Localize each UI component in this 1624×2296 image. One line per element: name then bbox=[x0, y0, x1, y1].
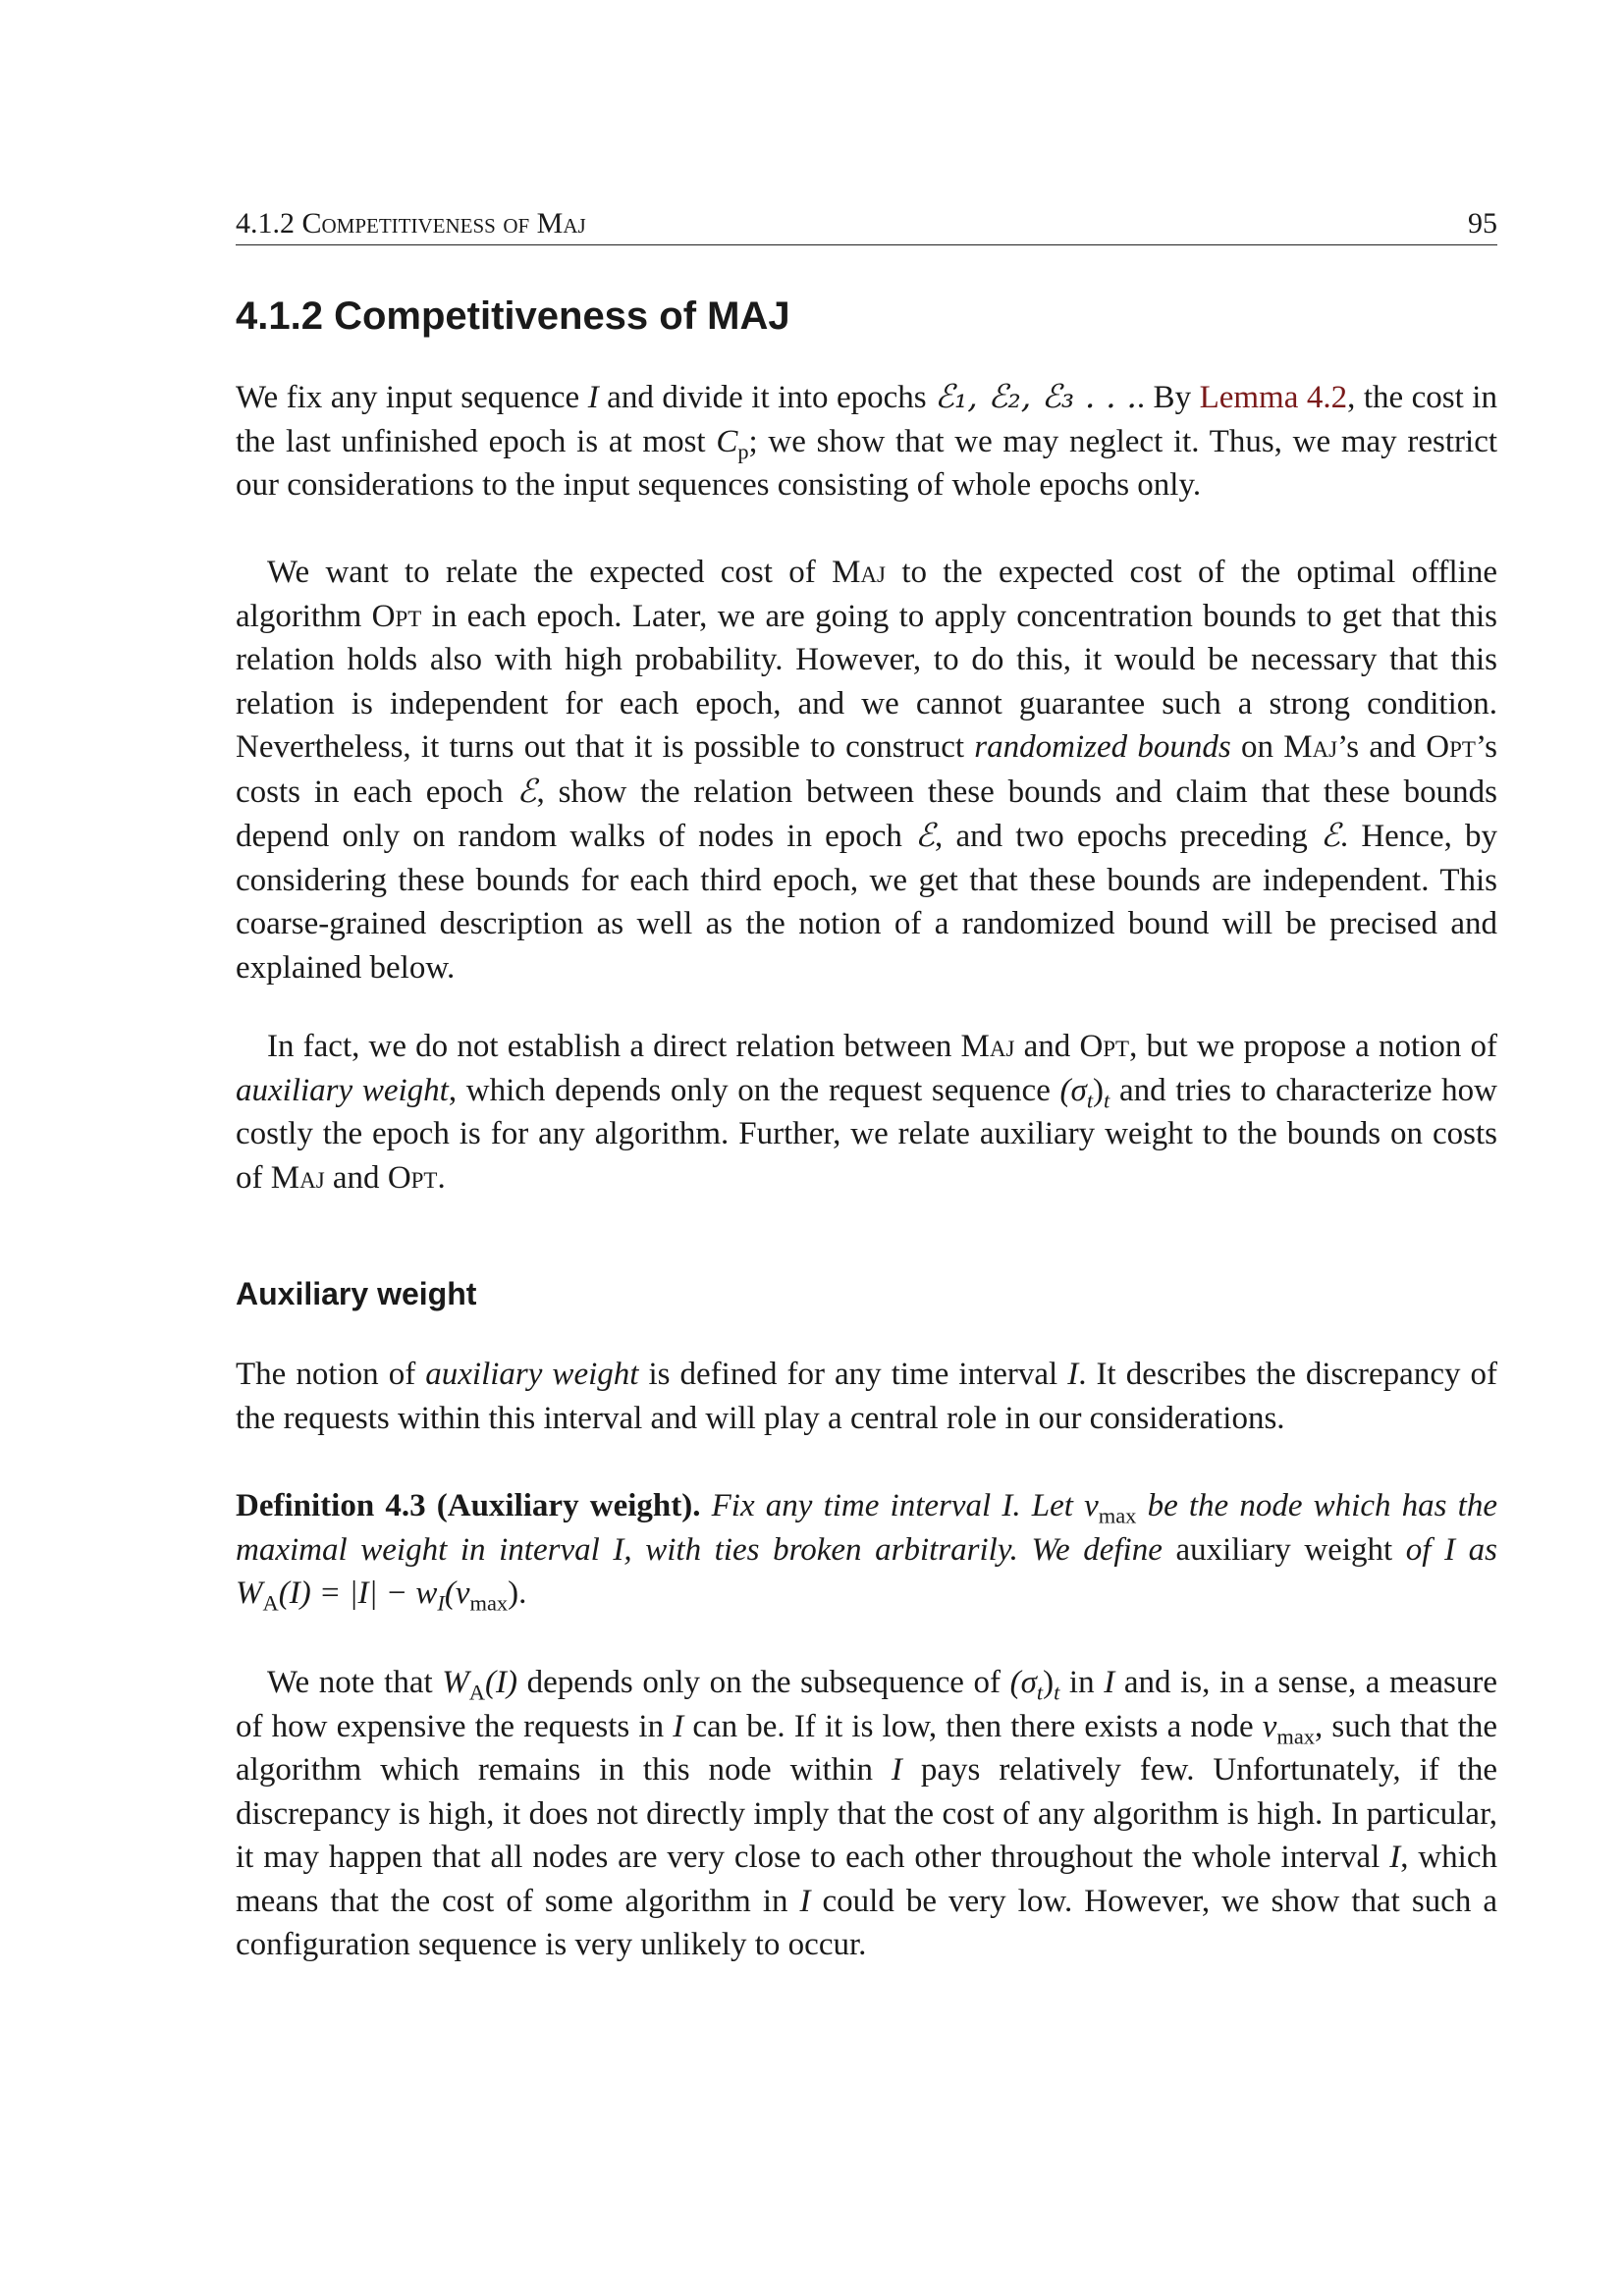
paragraph-3: In fact, we do not establish a direct relation between Maj and Opt, but we propose a notion of auxiliary weight, which depends only on the request sequence $(\sigma_t)_t$ and tries to characterize how costly the epoch is for any algorithm. Further, we relate auxiliary weight to the bounds on costs of Maj and Opt. bbox=[236, 1029, 1498, 1196]
lemma-link[interactable]: Lemma 4.2 bbox=[1199, 380, 1348, 415]
paragraph-1: We fix any input sequence I and divide it into epochs ℰ₁, ℰ₂, ℰ₃ . . .. By Lemma 4.2, the cost in the last unfinished epoch is at most $C_p$; we show that we may neglect it. Thus, we may restrict our considerations to the input sequences consisting of whole epochs only. bbox=[236, 377, 1498, 503]
definition-label: Definition 4.3 (Auxiliary weight). bbox=[236, 1488, 701, 1523]
definition-4-3: Definition 4.3 (Auxiliary weight). Fix any time interval I. Let $v_{max}$ be the node which has the maximal weight in interval I, with ties broken arbitrarily. We define auxiliary weight of I as $W_A(I) = |I| - w_I(v_{max})$. bbox=[236, 1488, 1498, 1616]
running-head bbox=[236, 206, 1497, 245]
paragraph-5: We note that $W_A(I)$ depends only on the subsequence of $(\sigma_t)_t$ in I and is, in a sense, a measure of how expensive the requests in I can be. If it is low, then there exists a node $v_{max}$, such that the algorithm which remains in this node within I pays relatively few. Unfortunately, if the discrepancy is high, it does not directly imply that the cost of any algorithm is high. In particular, it may happen that all nodes are very close to each other throughout the whole interval I, which means that the cost of some algorithm in I could be very low. However, we show that such a configuration sequence is very unlikely to occur. bbox=[236, 1665, 1498, 1962]
running-head-title: 4.1.2 Competitiveness of Maj bbox=[236, 207, 586, 240]
page-number: 95 bbox=[1468, 207, 1497, 240]
paragraph-4: The notion of auxiliary weight is defined for any time interval I. It describes the discrepancy of the requests within this interval and will play a central role in our considerations. bbox=[236, 1357, 1498, 1436]
paragraph-2: We want to relate the expected cost of Maj to the expected cost of the optimal offline algorithm Opt in each epoch. Later, we are going to apply concentration bounds to get that this relation holds also with high probability. However, to do this, it would be necessary that this relation is independent for each epoch, and we cannot guarantee such a strong condition. Nevertheless, it turns out that it is possible to construct randomized bounds on Maj’s and Opt’s costs in each epoch ℰ, show the relation between these bounds and claim that these bounds depend only on random walks of nodes in epoch ℰ, and two epochs preceding ℰ. Hence, by considering these bounds for each third epoch, we get that these bounds are independent. This coarse-grained description as well as the notion of a randomized bound will be precised and explained below. bbox=[236, 555, 1498, 986]
section-title: 4.1.2 Competitiveness of MAJ bbox=[236, 294, 790, 338]
subsection-title: Auxiliary weight bbox=[236, 1276, 477, 1311]
